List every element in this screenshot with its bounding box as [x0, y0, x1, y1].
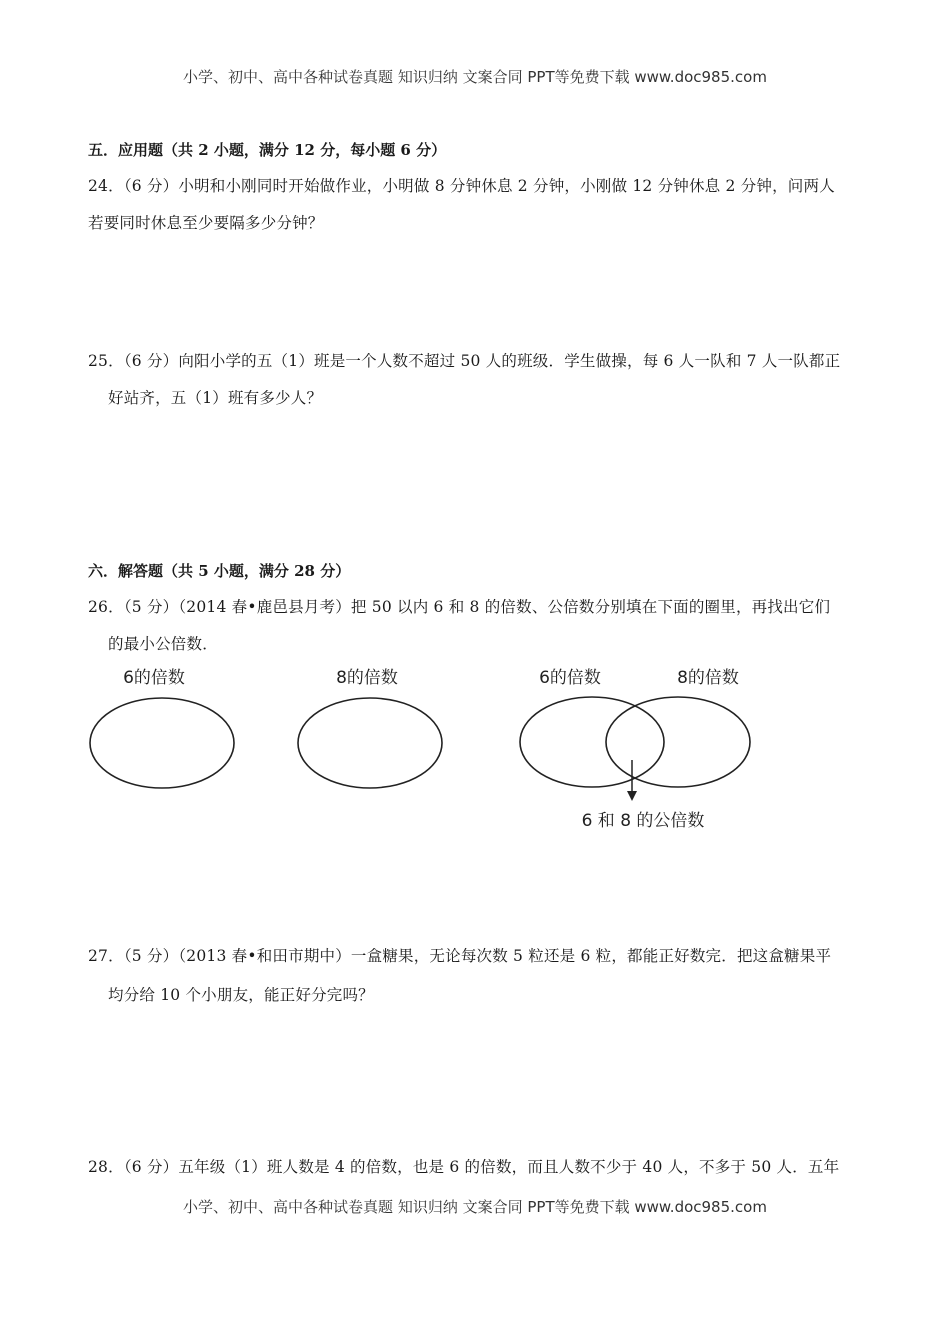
question-27-line-2: 均分给 10 个小朋友，能正好分完吗？: [108, 986, 374, 1004]
venn-label-multiples-of-8: 8的倍数: [677, 668, 739, 688]
venn-circle-multiples-of-6[interactable]: [520, 697, 664, 787]
multiples-diagram: [0, 650, 950, 850]
question-28-line-1: 28．（6 分）五年级（1）班人数是 4 的倍数，也是 6 的倍数，而且人数不少于 40 人，不多于 50 人．五年: [88, 1158, 840, 1176]
section-title-application: 五．应用题（共 2 小题，满分 12 分，每小题 6 分）: [88, 141, 447, 159]
question-26-line-1: 26．（5 分）（2014 春•鹿邑县月考）把 50 以内 6 和 8 的倍数、公倍数分别填在下面的圈里，再找出它们: [88, 598, 831, 616]
venn-circle-multiples-of-8[interactable]: [606, 697, 750, 787]
question-27-line-1: 27．（5 分）（2013 春•和田市期中）一盒糖果，无论每次数 5 粒还是 6 粒，都能正好数完．把这盒糖果平: [88, 947, 832, 965]
label-multiples-of-8: 8的倍数: [336, 668, 398, 688]
page-footer: 小学、初中、高中各种试卷真题 知识归纳 文案合同 PPT等免费下载 www.doc985.com: [183, 1198, 767, 1216]
circle-multiples-of-8[interactable]: [298, 698, 442, 788]
question-25-line-1: 25．（6 分）向阳小学的五（1）班是一个人数不超过 50 人的班级．学生做操，每 6 人一队和 7 人一队都正: [88, 352, 841, 370]
question-24-line-2: 若要同时休息至少要隔多少分钟？: [88, 214, 324, 232]
label-common-multiples: 6 和 8 的公倍数: [581, 811, 705, 831]
page-header: 小学、初中、高中各种试卷真题 知识归纳 文案合同 PPT等免费下载 www.doc985.com: [183, 68, 767, 86]
section-title-answers: 六．解答题（共 5 小题，满分 28 分）: [88, 562, 351, 580]
circle-multiples-of-6[interactable]: [90, 698, 234, 788]
label-multiples-of-6: 6的倍数: [123, 668, 185, 688]
question-26-line-2: 的最小公倍数．: [108, 635, 218, 653]
venn-label-multiples-of-6: 6的倍数: [539, 668, 601, 688]
question-24-line-1: 24．（6 分）小明和小刚同时开始做作业，小明做 8 分钟休息 2 分钟，小刚做 12 分钟休息 2 分钟，问两人: [88, 177, 835, 195]
question-25-line-2: 好站齐，五（1）班有多少人？: [108, 389, 323, 407]
